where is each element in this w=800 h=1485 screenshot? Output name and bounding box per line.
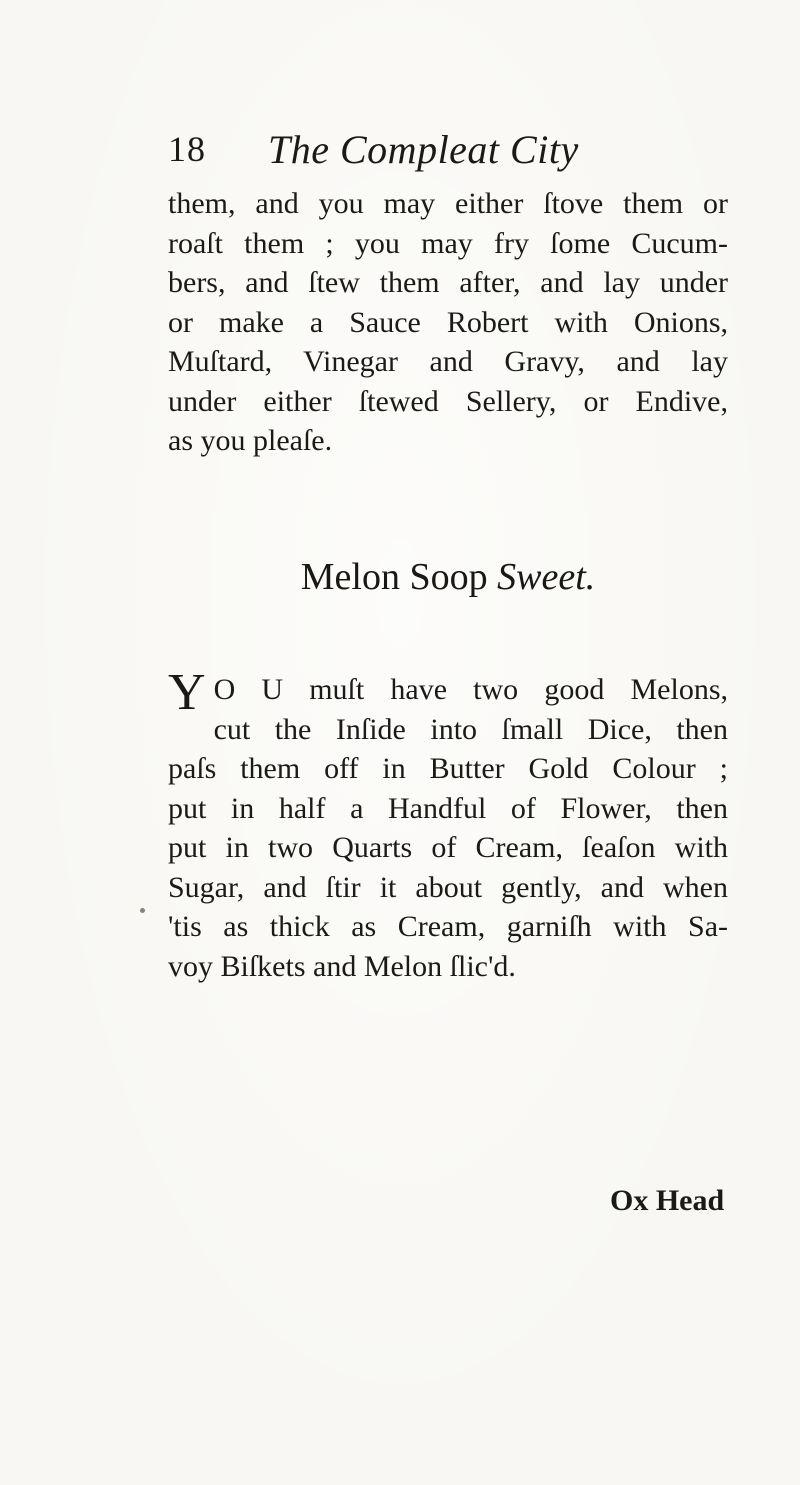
- text-line: put in half a Handful of Flower, then: [168, 791, 728, 825]
- text-line: Sugar, and ſtir it about gently, and when: [168, 870, 728, 904]
- text-line: Muſtard, Vinegar and Gravy, and lay: [168, 345, 728, 378]
- text-line: roaſt them ; you may fry ſome Cucum-: [168, 226, 728, 260]
- recipe-title: [168, 555, 728, 599]
- text-line: as you pleaſe.: [168, 424, 333, 457]
- text-line: under either ſtewed Sellery, or Endive,: [168, 384, 728, 418]
- text-line: bers, and ſtew them after, and lay under: [168, 266, 728, 299]
- page-header: [168, 128, 728, 184]
- ink-speck: [140, 908, 145, 913]
- text-line: paſs them off in Butter Gold Colour ;: [168, 752, 728, 785]
- text-line: 'tis as thick as Cream, garniſh with Sa-: [168, 910, 728, 943]
- text-line: put in two Quarts of Cream, ſeaſon with: [168, 831, 728, 864]
- page-number: 18: [168, 129, 206, 169]
- recipe-title-italic: Sweet.: [497, 556, 596, 598]
- recipe-title-main: Melon Soop: [300, 556, 498, 598]
- text-line: voy Biſkets and Melon ſlic'd.: [168, 949, 516, 983]
- text-line: O U muſt have two good Melons,: [213, 673, 728, 706]
- text-line: or make a Sauce Robert with Onions,: [168, 305, 728, 339]
- recipe-paragraph: [168, 664, 728, 986]
- paragraph-continuation: [168, 184, 728, 461]
- running-head: The Compleat City: [268, 127, 579, 172]
- catchword: Ox Head: [610, 1184, 725, 1217]
- text-line: cut the Inſide into ſmall Dice, then: [213, 712, 728, 746]
- drop-cap: Y: [168, 664, 206, 721]
- text-line: them, and you may either ſtove them or: [168, 187, 728, 220]
